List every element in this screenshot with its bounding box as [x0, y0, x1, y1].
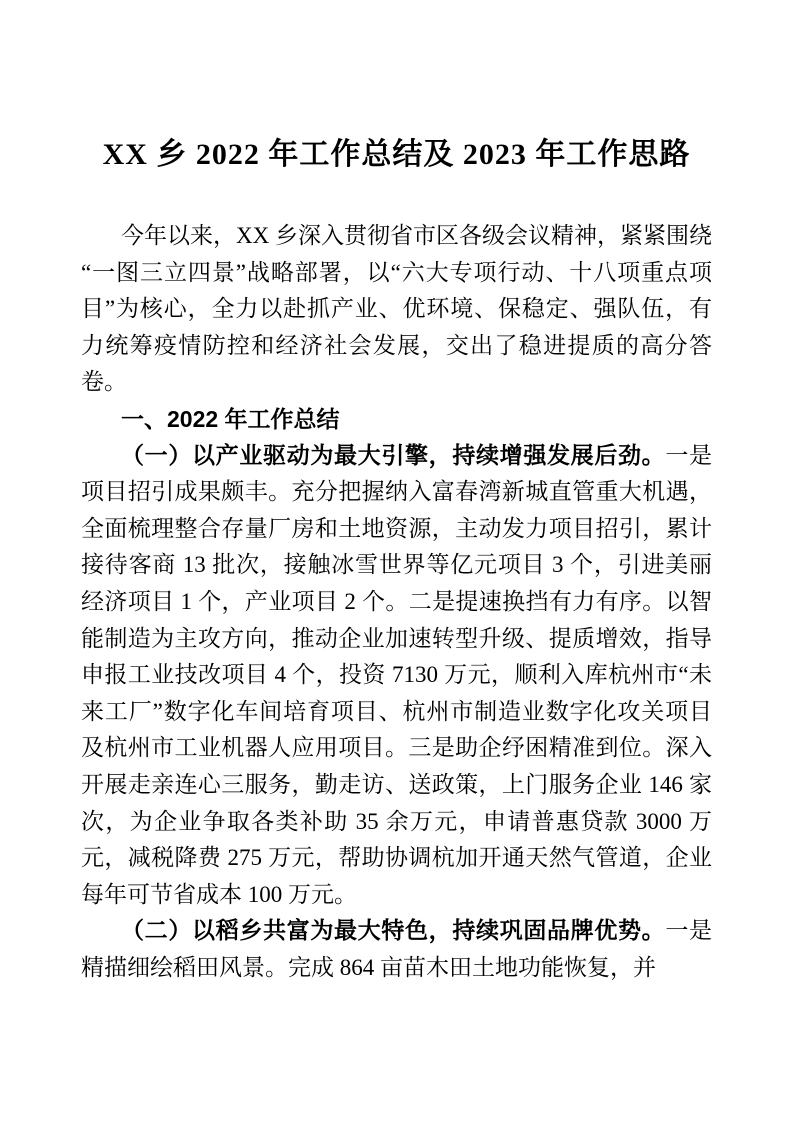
section-1-item-1-text: 一是项目招引成果颇丰。充分把握纳入富春湾新城直管重大机遇，全面梳理整合存量厂房和土地资源，主动发力项目招引，累计接待客商 13 批次，接触冰雪世界等亿元项目 3 个，引进美丽经济项目 1 个，产业项目 2 个。二是提速换挡有力有序。以智能制造为主攻方向，推动企业加速转型升级、提质增效，指导申报工业技改项目 4 个，投资 7130 万元，顺利入库杭州市“未来工厂”数字化车间培育项目、杭州市制造业数字化攻关项目及杭州市工业机器人应用项目。三是助企纾困精准到位。深入开展走亲连心三服务，勤走访、送政策，上门服务企业 146 家次，为企业争取各类补助 35 余万元，申请普惠贷款 3000 万元，减税降费 275 万元，帮助协调杭加开通天然气管道，企业每年可节省成本 100 万元。 [81, 442, 713, 907]
section-1-item-1-lead: （一）以产业驱动为最大引擎，持续增强发展后劲。 [121, 442, 666, 468]
section-1-item-2-lead: （二）以稻乡共富为最大特色，持续巩固品牌优势。 [121, 918, 666, 944]
section-1-item-2-text: 一是精描细绘稻田风景。完成 864 亩苗木田土地功能恢复，并 [81, 918, 713, 980]
section-1-item-2-paragraph [81, 913, 712, 986]
document-title: XX 乡 2022 年工作总结及 2023 年工作思路 [102, 138, 691, 171]
intro-paragraph: 今年以来，XX 乡深入贯彻省市区各级会议精神，紧紧围绕“一图三立四景”战略部署，以“六大专项行动、十八项重点项目”为核心，全力以赴抓产业、优环境、保稳定、强队伍，有力统筹疫情防控和经济社会发展，交出了稳进提质的高分答卷。 [81, 223, 712, 395]
section-1-heading: 一、2022 年工作总结 [121, 405, 340, 432]
section-1-item-1-paragraph [81, 438, 712, 914]
